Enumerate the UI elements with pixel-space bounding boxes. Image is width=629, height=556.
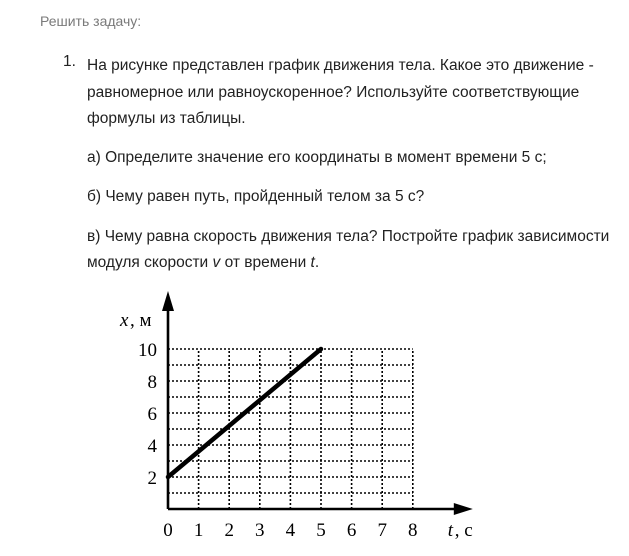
variable-v: v [212,254,221,271]
x-tick-label: 2 [224,520,234,541]
y-tick-label: 4 [147,436,157,457]
x-tick-label: 5 [316,520,326,541]
question-v-text-1: в) Чему равна скорость движения тела? Постройте график зависимости модуля скорости [87,227,610,271]
series-line [168,349,321,477]
y-axis-arrow [162,291,174,311]
x-axis-label: t [447,520,454,541]
x-tick-label: 6 [346,520,357,541]
x-tick-label: 1 [193,520,204,541]
task-heading: Решить задачу: [40,13,142,29]
data-series [168,349,321,477]
y-axis-label: x [120,310,129,331]
task-intro: На рисунке представлен график движения тела. Какое это движение - равномерное или равноускоренное? Используйте соответствующие формулы из таблицы. [87,57,594,127]
question-a: а) Определите значение его координаты в момент времени 5 с; [87,148,547,166]
variable-t: t [310,254,315,271]
y-tick-label: 6 [147,404,157,425]
x-tick-label: 0 [163,520,173,541]
axes [162,291,473,515]
x-axis-arrow [454,503,473,515]
x-tick-label: 4 [285,520,296,541]
task-number: 1. [63,53,76,70]
y-tick-label: 10 [138,340,157,361]
x-tick-label: 8 [408,520,418,541]
y-tick-label: 2 [147,468,157,489]
x-tick-label: 3 [255,520,265,541]
question-v-text-2: от времени [220,254,311,271]
y-axis-unit: , м [130,310,152,331]
x-tick-label: 7 [377,520,387,541]
question-b: б) Чему равен путь, пройденный телом за 5 с? [87,188,425,205]
x-axis-unit: , с [454,520,473,541]
axis-labels [119,310,473,541]
question-v-text-3: . [314,254,320,271]
y-tick-label: 8 [147,372,157,393]
